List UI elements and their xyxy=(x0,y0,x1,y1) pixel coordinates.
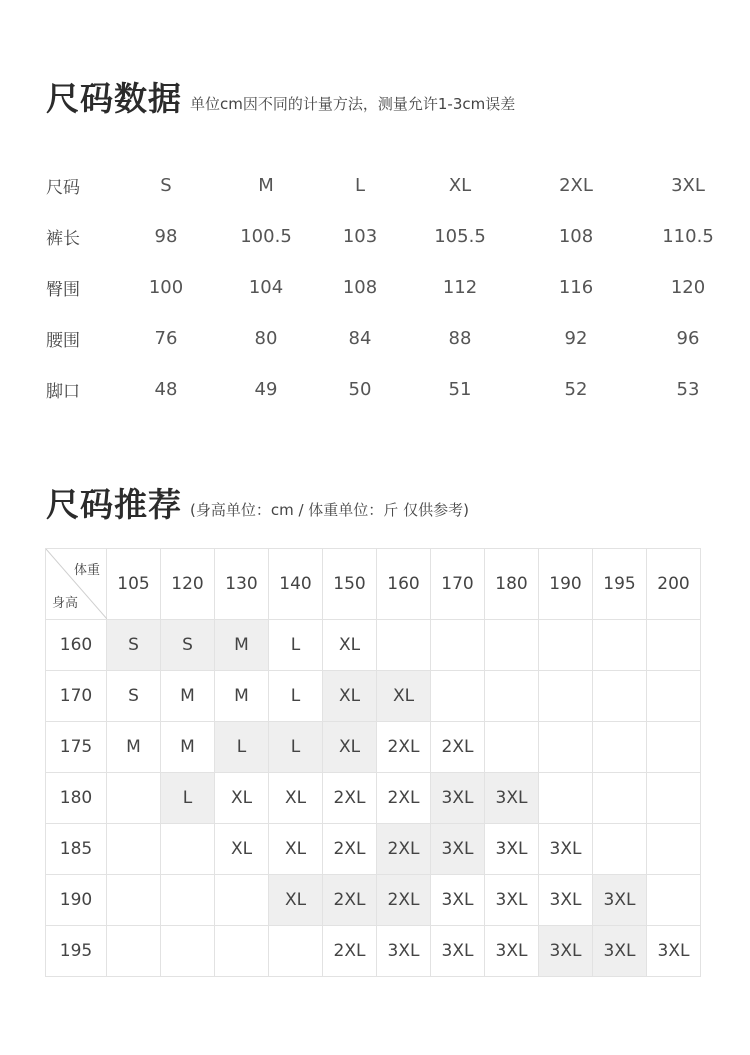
size-cell: 50 xyxy=(348,379,372,400)
size-recommend-cell: XL xyxy=(215,824,269,875)
height-header-cell: 190 xyxy=(46,875,107,926)
weight-header-cell: 105 xyxy=(107,549,161,620)
size-recommend-cell xyxy=(431,620,485,671)
size-recommend-cell: 3XL xyxy=(485,875,539,926)
size-recommend-cell: S xyxy=(107,671,161,722)
size-recommend-cell: 2XL xyxy=(323,824,377,875)
size-recommend-cell xyxy=(377,620,431,671)
size-recommend-cell: M xyxy=(107,722,161,773)
size-data-table xyxy=(46,160,726,415)
size-cell: XL xyxy=(448,175,472,196)
size-recommend-cell: 3XL xyxy=(539,926,593,977)
size-cell: 51 xyxy=(448,379,472,400)
size-data-row xyxy=(46,262,726,313)
weight-header-cell: 140 xyxy=(269,549,323,620)
size-recommend-cell: M xyxy=(215,671,269,722)
weight-header-cell: 195 xyxy=(593,549,647,620)
size-cell: 108 xyxy=(558,226,594,247)
height-header-cell: 170 xyxy=(46,671,107,722)
grid-row xyxy=(46,620,701,671)
size-recommend-cell xyxy=(647,875,701,926)
size-recommend-cell xyxy=(161,926,215,977)
height-header-cell: 185 xyxy=(46,824,107,875)
size-recommend-cell: 3XL xyxy=(539,824,593,875)
size-recommend-cell: XL xyxy=(269,824,323,875)
size-cell: 120 xyxy=(670,277,706,298)
weight-header-cell: 170 xyxy=(431,549,485,620)
size-recommend-cell xyxy=(593,722,647,773)
size-recommend-cell: M xyxy=(161,722,215,773)
size-recommend-grid xyxy=(45,548,701,977)
size-recommend-cell xyxy=(215,926,269,977)
weight-header-cell: 180 xyxy=(485,549,539,620)
size-cell: 100.5 xyxy=(240,226,292,247)
size-recommend-cell xyxy=(539,671,593,722)
size-cell: 80 xyxy=(254,328,278,349)
size-cell: 76 xyxy=(154,328,178,349)
size-recommend-cell: 3XL xyxy=(593,875,647,926)
height-header-cell: 175 xyxy=(46,722,107,773)
size-recommend-cell xyxy=(647,773,701,824)
size-cell: 100 xyxy=(148,277,184,298)
size-header-row xyxy=(46,160,726,211)
grid-row xyxy=(46,824,701,875)
size-recommend-cell: XL xyxy=(269,875,323,926)
size-recommend-cell xyxy=(215,875,269,926)
size-cell: 88 xyxy=(448,328,472,349)
size-recommend-cell xyxy=(647,620,701,671)
size-cell: 112 xyxy=(442,277,478,298)
size-cell: 92 xyxy=(564,328,588,349)
size-recommend-cell: 3XL xyxy=(377,926,431,977)
size-recommend-cell: L xyxy=(269,620,323,671)
weight-header-cell: 120 xyxy=(161,549,215,620)
weight-header-cell: 200 xyxy=(647,549,701,620)
corner-weight-label: 体重 xyxy=(73,563,100,578)
size-recommend-cell: L xyxy=(215,722,269,773)
size-cell: 84 xyxy=(348,328,372,349)
size-recommend-cell: 2XL xyxy=(431,722,485,773)
size-recommend-title: 尺码推荐 xyxy=(46,485,182,524)
size-recommend-title-block xyxy=(46,485,469,524)
size-cell: 52 xyxy=(564,379,588,400)
size-cell: 2XL xyxy=(559,175,593,196)
size-recommend-cell: 3XL xyxy=(485,824,539,875)
size-cell: 53 xyxy=(676,379,700,400)
size-data-note: 单位cm因不同的计量方法，测量允许1-3cm误差 xyxy=(190,95,516,113)
grid-row xyxy=(46,722,701,773)
size-recommend-cell: XL xyxy=(215,773,269,824)
size-recommend-cell: M xyxy=(215,620,269,671)
size-recommend-cell: S xyxy=(161,620,215,671)
size-row-label: 裤长 xyxy=(46,229,80,249)
size-row-label: 臀围 xyxy=(46,280,80,300)
size-cell: 3XL xyxy=(671,175,705,196)
size-recommend-cell xyxy=(161,875,215,926)
size-recommend-cell xyxy=(647,671,701,722)
size-recommend-cell: 2XL xyxy=(323,926,377,977)
size-cell: M xyxy=(258,175,274,196)
height-header-cell: 160 xyxy=(46,620,107,671)
size-recommend-cell xyxy=(485,722,539,773)
grid-row xyxy=(46,926,701,977)
height-header-cell: 195 xyxy=(46,926,107,977)
size-recommend-cell: 2XL xyxy=(323,875,377,926)
size-recommend-cell: S xyxy=(107,620,161,671)
size-cell: 48 xyxy=(154,379,178,400)
size-recommend-cell xyxy=(539,620,593,671)
corner-height-label: 身高 xyxy=(52,596,79,611)
size-recommend-cell xyxy=(593,620,647,671)
size-cell: 49 xyxy=(254,379,278,400)
size-row-label: 尺码 xyxy=(46,178,80,198)
weight-header-cell: 130 xyxy=(215,549,269,620)
size-recommend-cell: 3XL xyxy=(431,824,485,875)
size-recommend-cell xyxy=(485,620,539,671)
size-cell: 110.5 xyxy=(662,226,714,247)
size-recommend-cell: L xyxy=(269,671,323,722)
size-cell: 96 xyxy=(676,328,700,349)
size-recommend-cell: 3XL xyxy=(485,926,539,977)
size-cell: S xyxy=(160,175,172,196)
size-row-label: 脚口 xyxy=(46,382,80,402)
size-recommend-cell xyxy=(269,926,323,977)
size-recommend-cell: XL xyxy=(323,671,377,722)
size-recommend-cell xyxy=(107,926,161,977)
size-recommend-cell xyxy=(647,824,701,875)
size-recommend-cell: 2XL xyxy=(377,824,431,875)
size-cell: 108 xyxy=(342,277,378,298)
size-recommend-cell: XL xyxy=(323,620,377,671)
size-recommend-cell: XL xyxy=(323,722,377,773)
size-data-row xyxy=(46,364,726,415)
size-data-title: 尺码数据 xyxy=(46,79,182,118)
size-recommend-cell: L xyxy=(161,773,215,824)
size-cell: 116 xyxy=(558,277,594,298)
size-cell: 98 xyxy=(154,226,178,247)
size-cell: 103 xyxy=(342,226,378,247)
size-recommend-cell: 3XL xyxy=(593,926,647,977)
size-recommend-cell xyxy=(593,773,647,824)
size-cell: 104 xyxy=(248,277,284,298)
grid-row xyxy=(46,671,701,722)
size-recommend-cell xyxy=(647,722,701,773)
size-row-label: 腰围 xyxy=(46,331,80,351)
size-recommend-cell: 2XL xyxy=(377,722,431,773)
size-data-row xyxy=(46,211,726,262)
size-data-title-block xyxy=(46,79,516,118)
size-recommend-cell: XL xyxy=(269,773,323,824)
size-recommend-cell xyxy=(485,671,539,722)
size-recommend-cell: 3XL xyxy=(431,875,485,926)
size-recommend-cell xyxy=(107,773,161,824)
size-recommend-cell: 3XL xyxy=(485,773,539,824)
size-recommend-cell xyxy=(107,824,161,875)
size-recommend-cell xyxy=(593,824,647,875)
size-recommend-cell: 2XL xyxy=(377,875,431,926)
size-recommend-cell: 3XL xyxy=(647,926,701,977)
size-cell: L xyxy=(354,175,366,196)
height-header-cell: 180 xyxy=(46,773,107,824)
size-recommend-cell xyxy=(539,773,593,824)
size-recommend-cell xyxy=(107,875,161,926)
grid-corner-header xyxy=(46,549,107,620)
weight-header-cell: 160 xyxy=(377,549,431,620)
size-recommend-note: (身高单位：cm / 体重单位：斤 仅供参考) xyxy=(190,501,469,519)
size-data-row xyxy=(46,313,726,364)
grid-row xyxy=(46,773,701,824)
size-recommend-cell: M xyxy=(161,671,215,722)
size-recommend-cell: L xyxy=(269,722,323,773)
weight-header-cell: 150 xyxy=(323,549,377,620)
size-recommend-cell xyxy=(539,722,593,773)
grid-row xyxy=(46,875,701,926)
size-recommend-cell: 3XL xyxy=(539,875,593,926)
weight-header-cell: 190 xyxy=(539,549,593,620)
size-recommend-cell: 2XL xyxy=(377,773,431,824)
size-recommend-cell: 3XL xyxy=(431,926,485,977)
size-recommend-cell xyxy=(161,824,215,875)
size-recommend-cell: XL xyxy=(377,671,431,722)
size-recommend-cell xyxy=(431,671,485,722)
size-cell: 105.5 xyxy=(434,226,486,247)
size-recommend-cell: 2XL xyxy=(323,773,377,824)
size-recommend-cell xyxy=(593,671,647,722)
size-recommend-cell: 3XL xyxy=(431,773,485,824)
